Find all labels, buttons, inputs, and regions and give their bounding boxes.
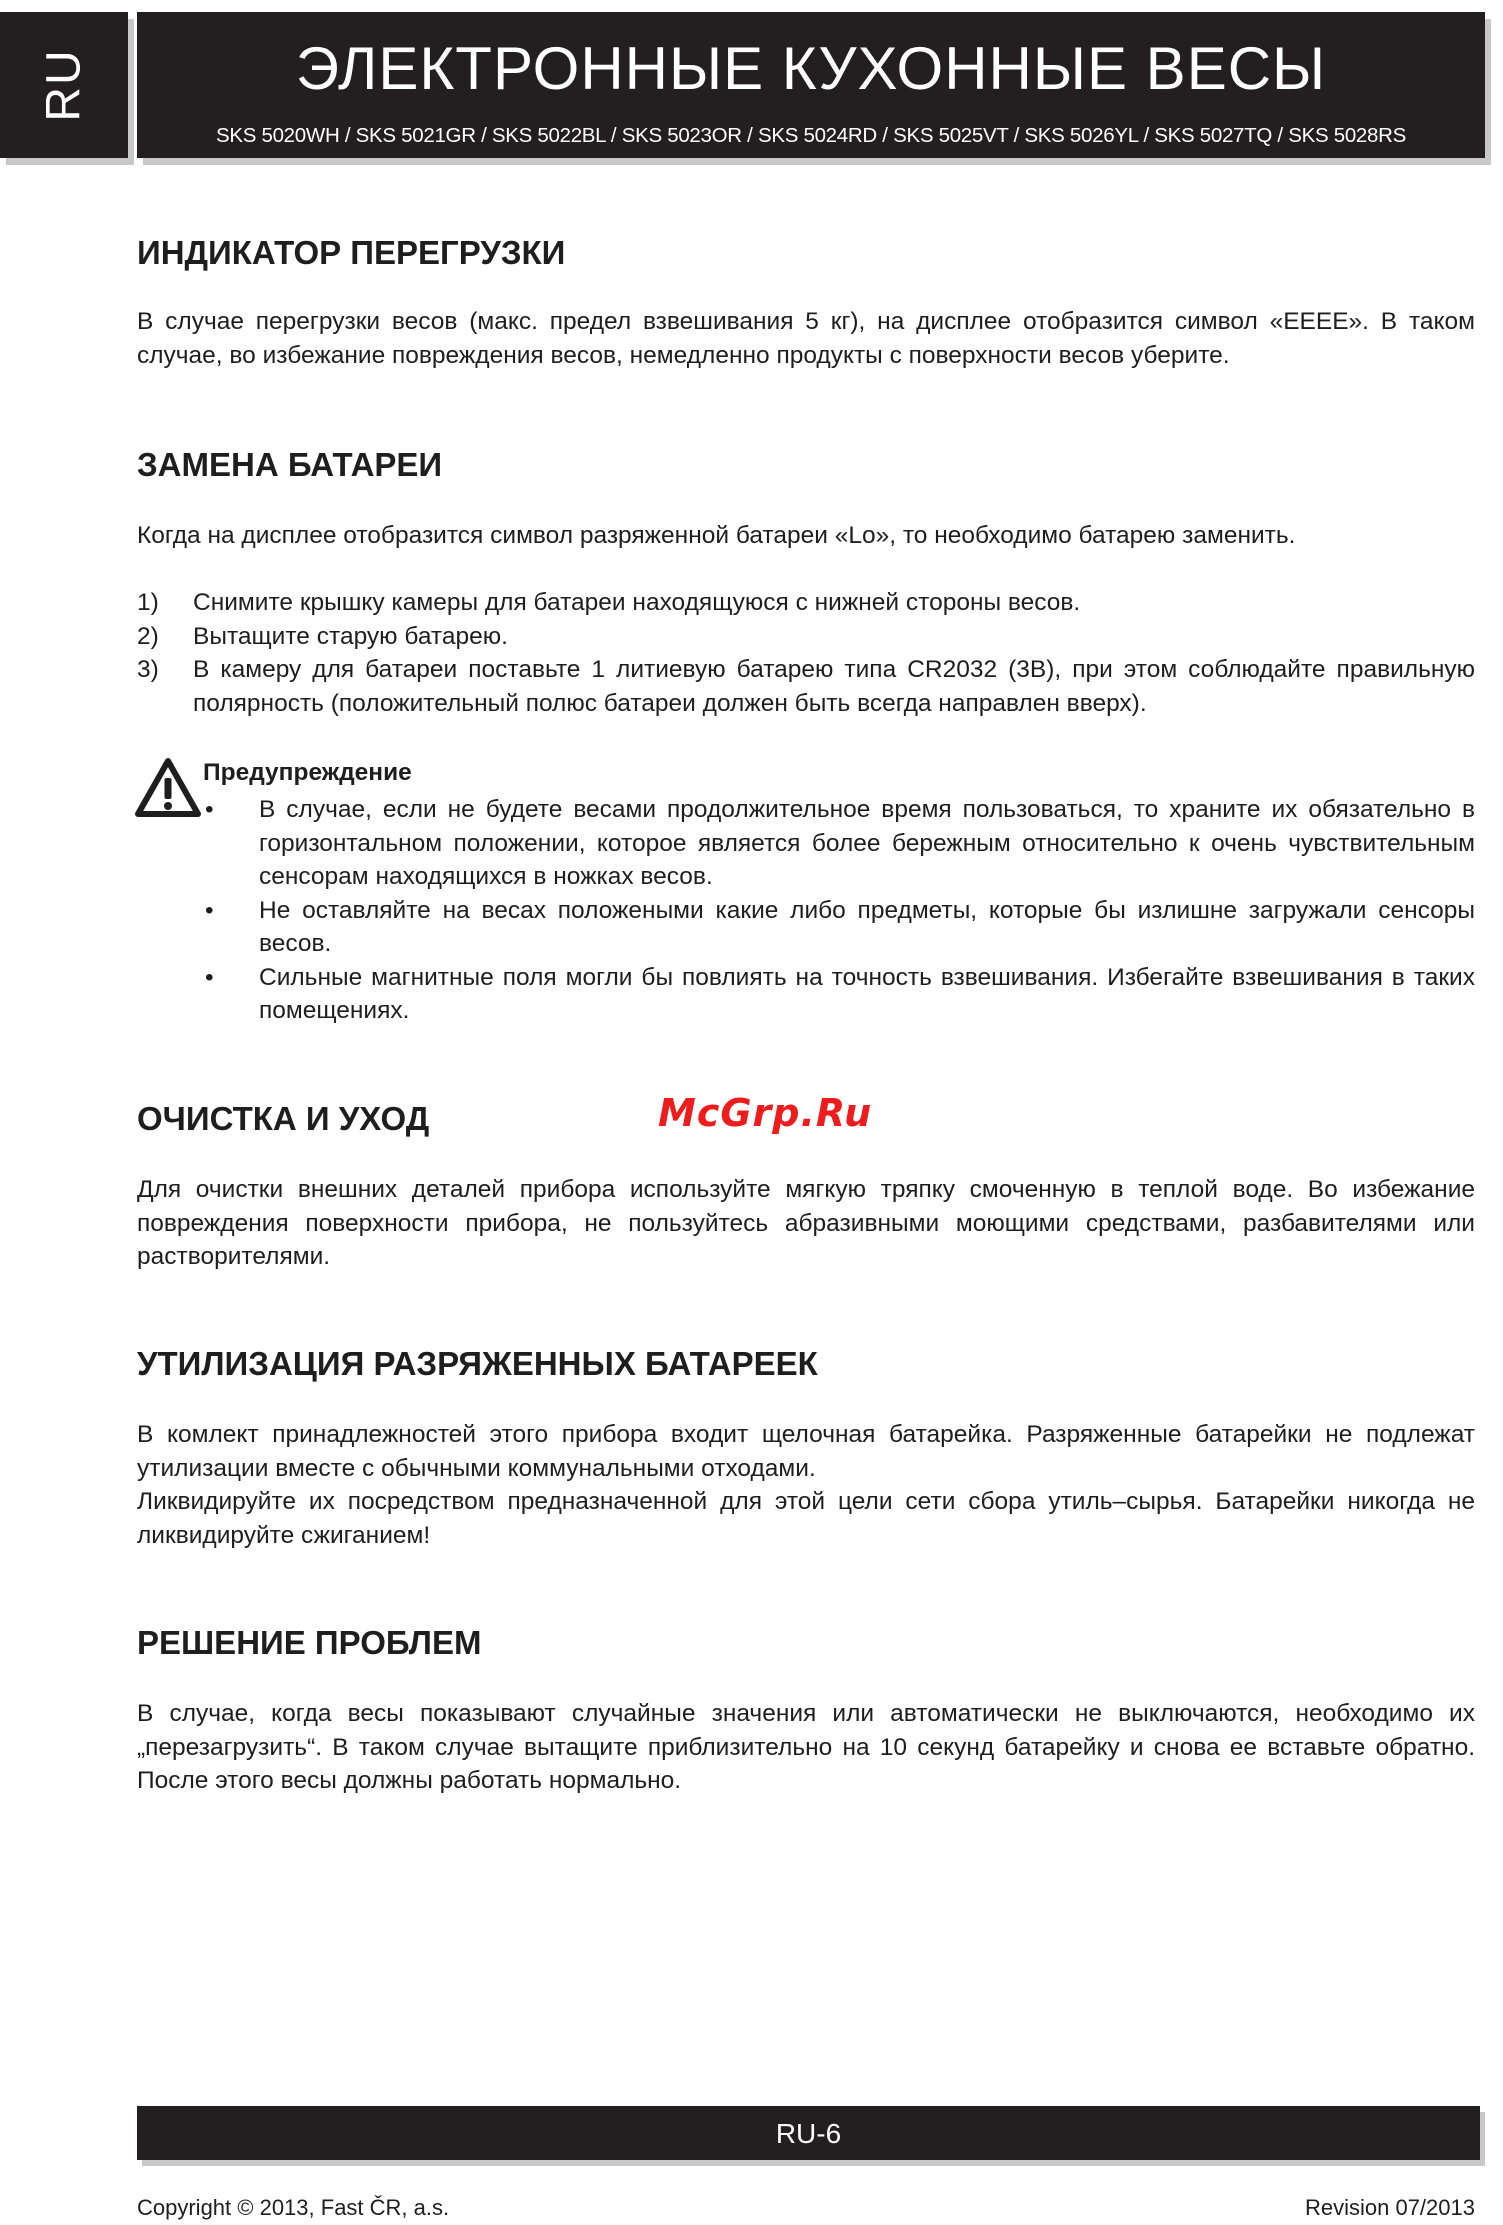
battery-steps xyxy=(137,586,1475,720)
warning-text: Сильные магнитные поля могли бы повлиять на точность взвешивания. Избегайте взвешивания в таких помещениях. xyxy=(259,963,1475,1024)
step-text: В камеру для батареи поставьте 1 литиевую батарею типа CR2032 (3В), при этом соблюдайте правильную полярность (положительный полюс батареи должен быть всегда направлен вверх). xyxy=(193,656,1475,717)
warning-item xyxy=(203,961,1475,1028)
troubleshooting-text: В случае, когда весы показывают случайные значения или автоматически не выключаются, необходимо их „перезагрузить“. В таком случае вытащите приблизительно на 10 секунд батарейку и снова ее вставьте обратно. После этого весы должны работать нормально. xyxy=(137,1700,1475,1794)
step-item xyxy=(137,620,1475,654)
bullet-icon: • xyxy=(205,963,214,991)
warning-list xyxy=(203,793,1475,1028)
bullet-icon: • xyxy=(205,796,214,823)
cleaning-text: Для очистки внешних деталей прибора используйте мягкую тряпку смоченную в теплой воде. Во избежание повреждения поверхности прибора, не пользуйтесь абразивными моющими средствами, разбавителями или растворителями. xyxy=(137,1176,1475,1270)
warning-title: Предупреждение xyxy=(203,759,412,786)
step-item xyxy=(137,653,1475,720)
disposal-text-2: Ликвидируйте их посредством предназначенной для этой цели сети сбора утиль–сырья. Батарейки никогда не ликвидируйте сжиганием! xyxy=(137,1488,1475,1549)
step-text: Снимите крышку камеры для батареи находящуюся с нижней стороны весов. xyxy=(193,589,1081,616)
page-number-bar xyxy=(137,2106,1480,2160)
overload-heading: ИНДИКАТОР ПЕРЕГРУЗКИ xyxy=(137,234,566,271)
overload-text: В случае перегрузки весов (макс. предел взвешивания 5 кг), на дисплее отобразится символ «EEEE». В таком случае, во избежание повреждения весов, немедленно продукты с поверхности весов уберите. xyxy=(137,308,1475,369)
warning-text: В случае, если не будете весами продолжительное время пользоваться, то храните их обязательно в горизонтальном положении, которое является более бережным относительно к очень чувствительным сенсорам находящихся в ножках весов. xyxy=(259,796,1475,890)
battery-heading: ЗАМЕНА БАТАРЕИ xyxy=(137,446,443,483)
header-bar xyxy=(137,12,1485,158)
troubleshooting-heading: РЕШЕНИЕ ПРОБЛЕМ xyxy=(137,1624,482,1661)
language-code: RU xyxy=(37,48,91,122)
step-number: 3) xyxy=(137,656,159,683)
disposal-text-1: В комлект принадлежностей этого прибора входит щелочная батарейка. Разряженные батарейки не подлежат утилизации вместе с обычными коммунальными отходами. xyxy=(137,1421,1475,1482)
watermark: McGrp.Ru xyxy=(658,1091,873,1135)
language-tab xyxy=(0,12,128,158)
cleaning-heading: ОЧИСТКА И УХОД xyxy=(137,1100,430,1137)
warning-item xyxy=(203,894,1475,961)
step-item xyxy=(137,586,1475,620)
disposal-heading: УТИЛИЗАЦИЯ РАЗРЯЖЕННЫХ БАТАРЕЕК xyxy=(137,1345,818,1382)
step-number: 1) xyxy=(137,589,159,616)
warning-text: Не оставляйте на весах положеными какие либо предметы, которые бы излишне загружали сенсоры весов. xyxy=(259,896,1475,957)
page-number: RU-6 xyxy=(775,2118,842,2149)
model-list: SKS 5020WH / SKS 5021GR / SKS 5022BL / SKS 5023OR / SKS 5024RD / SKS 5025VT / SKS 5026YL / SKS 5027TQ / SKS 5028RS xyxy=(215,124,1407,147)
document-title: ЭЛЕКТРОННЫЕ КУХОННЫЕ ВЕСЫ xyxy=(295,35,1327,102)
step-text: Вытащите старую батарею. xyxy=(193,622,508,650)
step-number: 2) xyxy=(137,622,159,650)
warning-triangle-icon xyxy=(135,758,201,818)
battery-intro: Когда на дисплее отобразится символ разряженной батареи «Lo», то необходимо батарею заменить. xyxy=(137,522,1296,549)
revision: Revision 07/2013 xyxy=(1304,2195,1475,2220)
copyright: Copyright © 2013, Fast ČR, a.s. xyxy=(137,2195,450,2220)
warning-item xyxy=(203,793,1475,894)
bullet-icon: • xyxy=(205,896,214,924)
